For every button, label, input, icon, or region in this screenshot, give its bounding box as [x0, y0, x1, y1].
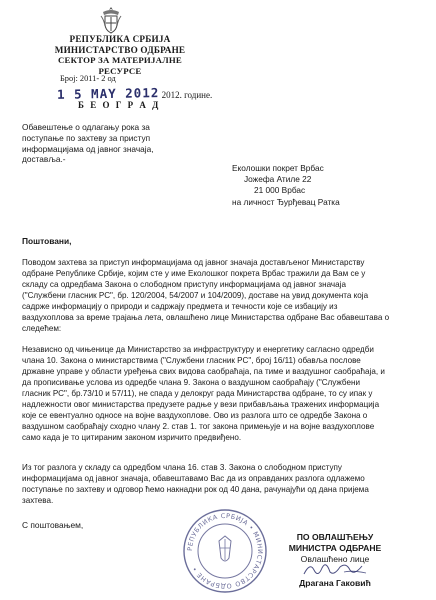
paragraph-line: државне управе у области уређења свих видова саобраћаја, па тиме и ваздушног саобраћаја, и — [22, 367, 385, 376]
paragraph-2 — [22, 344, 420, 443]
paragraph-line: следећем: — [22, 324, 62, 333]
paragraph-line: члана 10. Закона о министарствима ("Службени гласник РС", број 16/11) обавља послове — [22, 356, 361, 365]
recipient-address — [232, 163, 340, 208]
subject-line: поступање по захтеву за приступ — [22, 132, 151, 143]
paragraph-line: одбране Републике Србије, којим сте у име Еколошког покрета Врбас тражили да Вам се у — [22, 269, 366, 278]
sender-header — [40, 34, 200, 76]
header-country: РЕПУБЛИКА СРБИЈА — [69, 34, 171, 44]
stamped-date: 1 5 MAY 2012 — [56, 85, 160, 102]
subject-line: информацијама од јавног значаја, — [22, 143, 154, 154]
header-sector: СЕКТОР ЗА МАТЕРИЈАЛНЕ РЕСУРСЕ — [57, 55, 182, 76]
paragraph-1 — [22, 257, 420, 334]
coat-of-arms-icon — [100, 6, 122, 34]
paragraph-line: Из тог разлога у складу са одредбом члана 16. став 3. Закона о слободном приступу — [22, 463, 342, 472]
subject-line: доставља.- — [22, 154, 66, 165]
paragraph-line: садрже информацију о природи и садржају предмета и течности које се избацију из — [22, 302, 338, 311]
greeting: Поштовани, — [22, 236, 72, 246]
paragraph-line: ваздухоплова за време трајања лета, овлашћено лице Министарства одбране Вас обавештава о — [22, 313, 390, 322]
paragraph-line: поступање по захтеву и одговор ћемо накнадни рок од 40 дана, рачунајући од дана пријема — [22, 485, 369, 494]
recipient-city: 21 000 Врбас — [254, 185, 306, 196]
signature-ministry: МИНИСТРА ОДБРАНЕ — [288, 543, 382, 553]
paragraph-line: да прописивање услова из одредбе члана 9. Закона о ваздушном саобраћају ("Службени — [22, 378, 360, 387]
recipient-attn: на личност Ђурђевац Ратка — [232, 196, 340, 207]
recipient-street: Јожефа Атиле 22 — [244, 174, 312, 185]
signature-role: Овлашћено лице — [300, 554, 370, 564]
handwritten-signature-icon — [300, 558, 370, 580]
seal-text: РЕПУБЛИКА СРБИЈА • МИНИСТАРСТВО ОДБРАНЕ • — [185, 511, 265, 591]
paragraph-line: надлежности овог министарства предузете радње у вези прибављања тражених информација — [22, 400, 380, 409]
paragraph-line: које се евентуално односе на војне ваздухоплове. Ово из разлога што се одредбе Закона о — [22, 411, 368, 420]
city-name: Б Е О Г Р А Д — [78, 100, 161, 110]
subject-line: Обавештење о одлагању рока за — [22, 122, 150, 132]
paragraph-line: Поводом захтева за приступ информацијама од јавног значаја достављеног Министарству — [22, 258, 365, 267]
subject-block — [22, 122, 182, 165]
paragraph-line: Независно од чињенице да Министарство за инфраструктуру и енергетику сагласно одредби — [22, 345, 374, 354]
paragraph-line: складу са одредбама Закона о слободном приступу информацијама од јавног значаја — [22, 280, 346, 289]
paragraph-line: ваздушном саобраћају сходно члану 2. став 1. тог закона примењује и на војне ваздухоплове — [22, 422, 375, 431]
paragraph-line: само када је то цитираним законом изричито предвиђено. — [22, 433, 242, 442]
reference-number: Број: 2011- 2 од — [60, 74, 116, 83]
date-line — [57, 86, 212, 101]
recipient-org: Еколошки покрет Врбас — [232, 163, 324, 173]
closing: С поштовањем, — [22, 520, 84, 530]
year-suffix: 2012. године. — [161, 90, 213, 100]
paragraph-line: захтева. — [22, 496, 54, 505]
header-ministry: МИНИСТАРСТВО ОДБРАНЕ — [54, 44, 186, 55]
paragraph-line: ("Службени гласник РС", бр. 120/2004, 54/2007 и 104/2009), доставе на увид документа која — [22, 291, 369, 300]
official-seal-icon — [182, 508, 268, 594]
signatory-name: Драгана Гаковић — [299, 578, 371, 588]
signature-authority: ПО ОВЛАШЋЕЊУ — [296, 532, 374, 542]
paragraph-line: гласник РС", бр.73/10 и 57/11), не спада у делокруг рада Министарства одбране, то су ипак у — [22, 389, 373, 398]
paragraph-3 — [22, 462, 420, 506]
paragraph-line: информацијама од јавног значаја, обавештавамо Вас да из оправданих разлога одлажемо — [22, 474, 365, 483]
